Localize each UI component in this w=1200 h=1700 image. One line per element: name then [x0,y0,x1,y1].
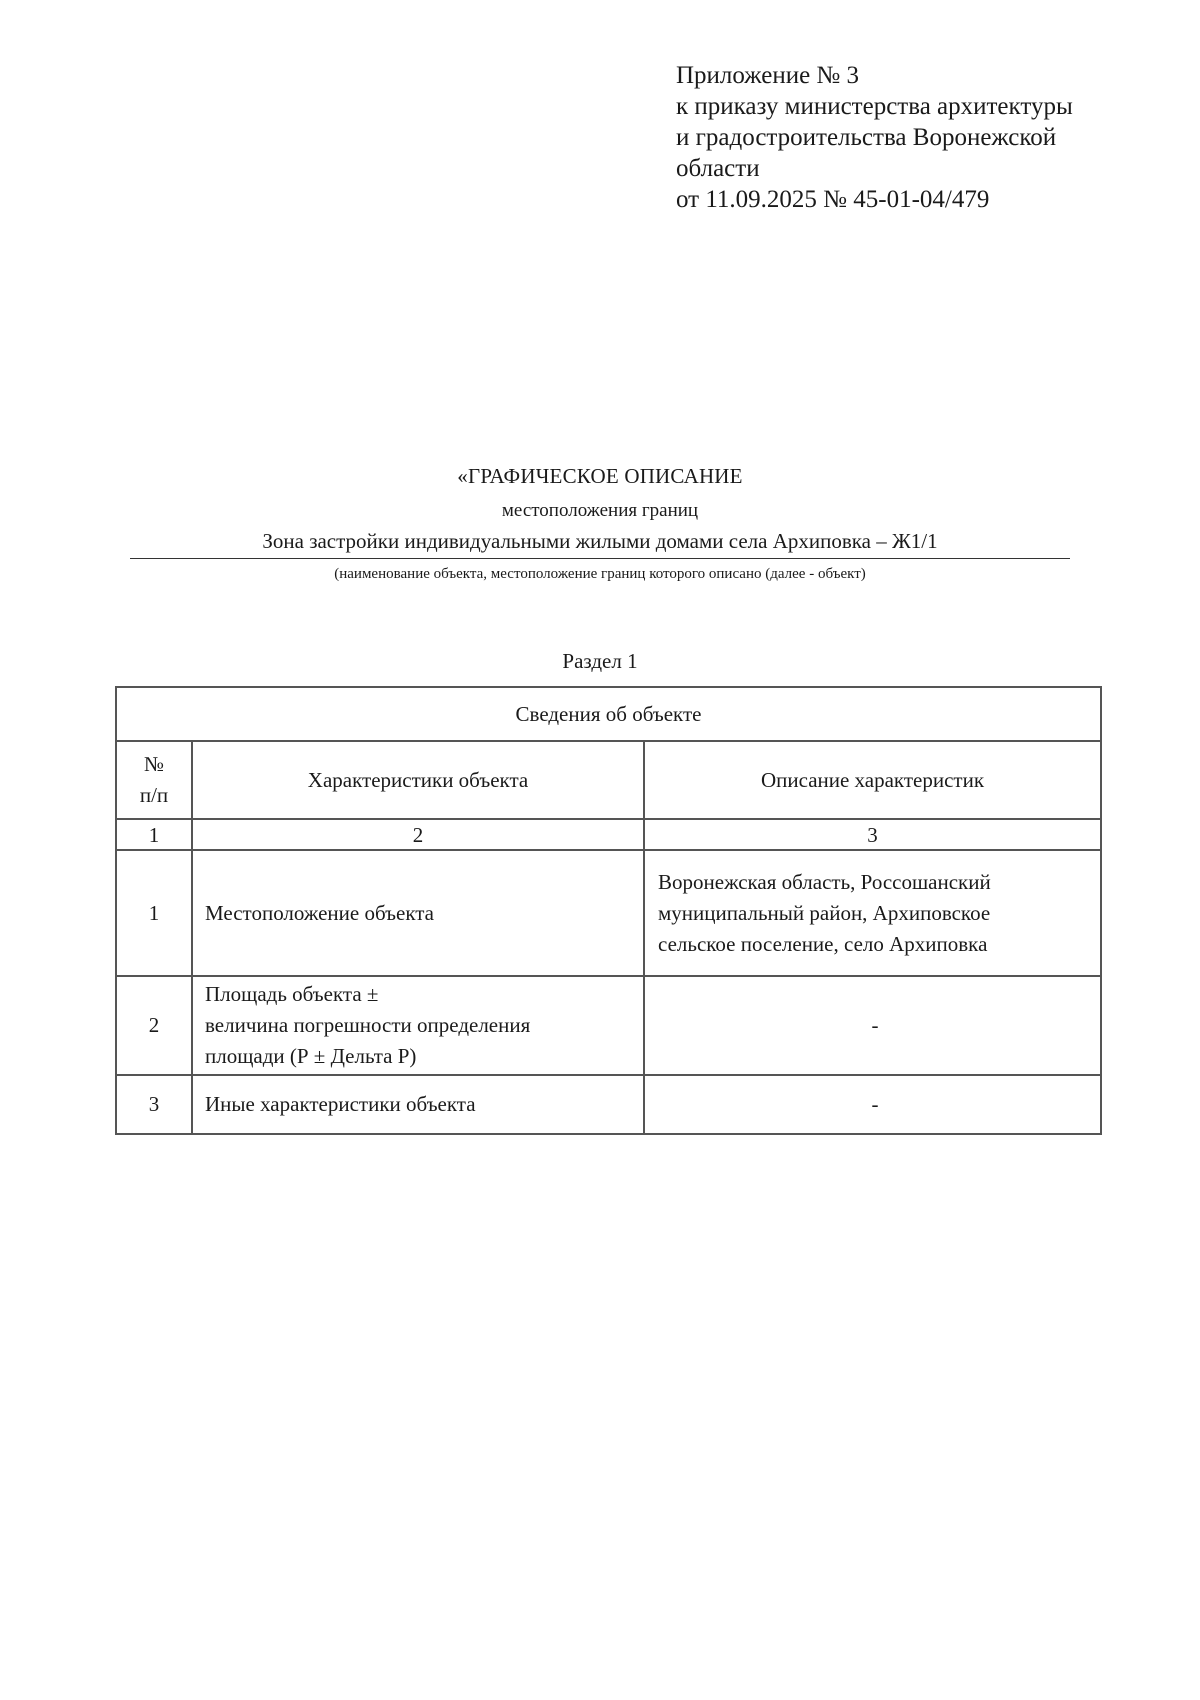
column-numbers-row [116,819,1101,850]
table-row [116,850,1101,976]
appendix-ministry-line: и градостроительства Воронежской [676,124,1057,151]
object-info-table [115,686,1102,1135]
appendix-number: Приложение № 3 [676,62,860,89]
table-row [116,976,1101,1075]
row-characteristic: Местоположение объекта [192,850,644,976]
appendix-order-line: к приказу министерства архитектуры [676,93,1073,120]
appendix-reference [676,60,1146,215]
row-number: 3 [116,1075,192,1134]
appendix-region-line: области [676,155,760,182]
row-description: - [644,976,1101,1075]
row-description: - [644,1075,1101,1134]
table-header-row [116,687,1101,741]
object-name: Зона застройки индивидуальными жилыми домами села Архиповка – Ж1/1 [130,528,1070,559]
table-row [116,1075,1101,1134]
column-number: 1 [116,819,192,850]
row-characteristic: Площадь объекта ± величина погрешности определения площади (Р ± Дельта Р) [192,976,644,1075]
appendix-date-line: от 11.09.2025 № 45-01-04/479 [676,186,990,213]
document-title: «ГРАФИЧЕСКОЕ ОПИСАНИЕ [457,464,743,488]
document-subtitle: местоположения границ [501,500,699,521]
row-characteristic: Иные характеристики объекта [192,1075,644,1134]
row-description: Воронежская область, Россошанский муниципальный район, Архиповское сельское поселение, село Архиповка [644,850,1101,976]
column-header-characteristic: Характеристики объекта [192,741,644,819]
column-number: 3 [644,819,1101,850]
row-number: 2 [116,976,192,1075]
row-number: 1 [116,850,192,976]
title-block [130,462,1070,585]
column-headers-row [116,741,1101,819]
object-name-caption: (наименование объекта, местоположение границ которого описано (далее - объект) [334,566,866,582]
table-header: Сведения об объекте [116,687,1101,741]
column-header-description: Описание характеристик [644,741,1101,819]
column-header-num: № п/п [116,741,192,819]
column-number: 2 [192,819,644,850]
section-label: Раздел 1 [562,649,638,673]
